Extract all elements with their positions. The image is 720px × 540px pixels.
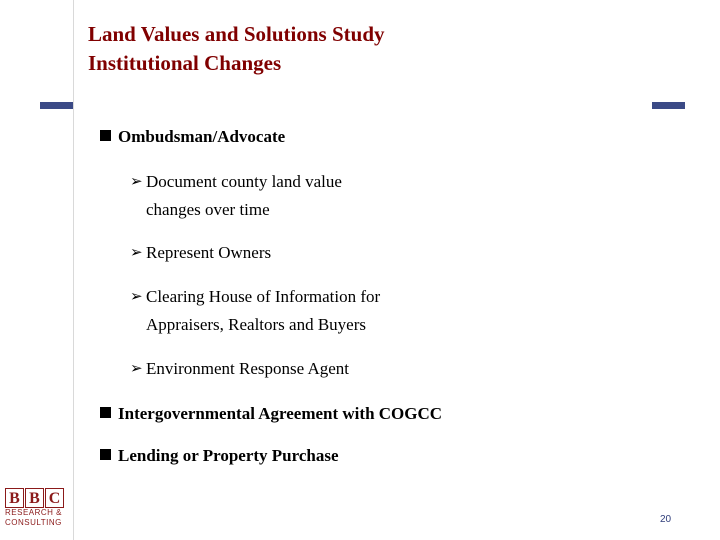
arrow-bullet-icon: ➢ — [130, 174, 143, 190]
logo-letters — [5, 488, 67, 508]
square-bullet-icon — [100, 130, 111, 141]
bullet-lending: Lending or Property Purchase — [100, 445, 339, 467]
arrow-bullet-icon: ➢ — [130, 361, 143, 377]
sub-bullet-clearing-house: ➢ Clearing House of Information for Appraisers, Realtors and Buyers — [130, 283, 380, 339]
page-number: 20 — [660, 514, 672, 525]
sub-bullet-represent: ➢ Represent Owners — [130, 239, 271, 267]
square-bullet-icon — [100, 407, 111, 418]
arrow-bullet-icon: ➢ — [130, 245, 143, 261]
logo-letter: B — [25, 488, 44, 508]
bullet-intergovernmental: Intergovernmental Agreement with COGCC — [100, 403, 442, 425]
arrow-bullet-icon: ➢ — [130, 289, 143, 305]
square-bullet-icon — [100, 449, 111, 460]
title-line-2: Institutional Changes — [88, 51, 282, 75]
title-line-1: Land Values and Solutions Study — [88, 22, 385, 46]
logo-line-2: CONSULTING — [5, 518, 62, 527]
logo-letter: B — [5, 488, 24, 508]
bullet-ombudsman: Ombudsman/Advocate — [100, 126, 285, 148]
sub-bullet-document: ➢ Document county land value changes over time — [130, 168, 342, 224]
logo-letter: C — [45, 488, 64, 508]
sub-bullet-environment: ➢ Environment Response Agent — [130, 355, 349, 383]
logo-line-1: RESEARCH & — [5, 508, 63, 517]
bbc-logo — [5, 488, 67, 532]
